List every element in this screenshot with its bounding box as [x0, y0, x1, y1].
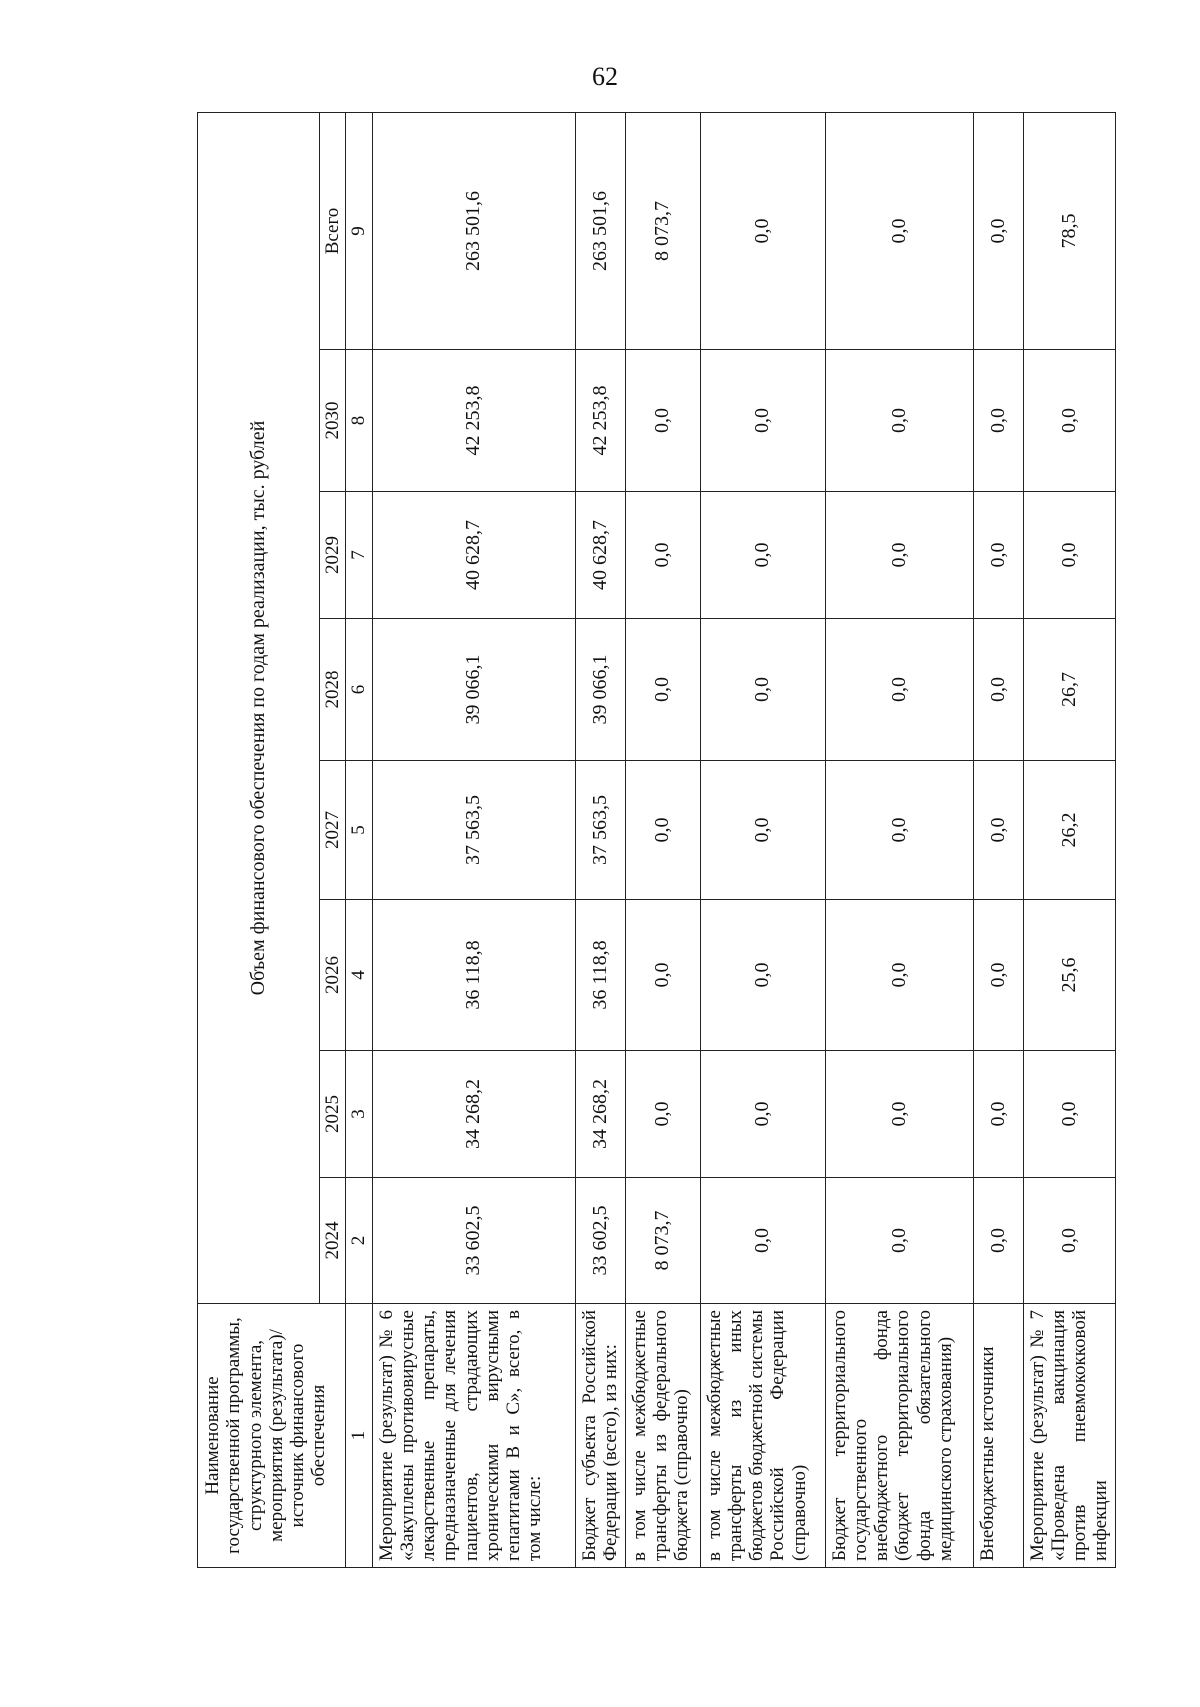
cell-value: 0,0: [825, 619, 973, 761]
cell-value: 0,0: [700, 112, 825, 349]
year-2026: 2026: [320, 900, 346, 1051]
cell-value: 0,0: [973, 1178, 1023, 1304]
year-2027: 2027: [320, 761, 346, 900]
col-number: 2: [346, 1178, 372, 1304]
cell-value: 0,0: [973, 619, 1023, 761]
cell-value: 0,0: [973, 900, 1023, 1051]
cell-value: 42 253,8: [372, 350, 575, 492]
cell-value: 36 118,8: [372, 900, 575, 1051]
col-number: 1: [346, 1304, 372, 1568]
cell-value: 0,0: [825, 350, 973, 492]
cell-value: 34 268,2: [372, 1051, 575, 1178]
cell-value: 0,0: [973, 350, 1023, 492]
cell-value: 0,0: [700, 1178, 825, 1304]
cell-value: 8 073,7: [625, 1178, 700, 1304]
cell-value: 40 628,7: [372, 492, 575, 619]
cell-value: 0,0: [973, 492, 1023, 619]
cell-value: 0,0: [700, 761, 825, 900]
cell-value: 0,0: [625, 761, 700, 900]
cell-value: 25,6: [1023, 900, 1115, 1051]
cell-value: 26,2: [1023, 761, 1115, 900]
row-name: Мероприятие (результат) № 6 «Закуплены противовирусные лекарственные препараты, предназначенные для лечения пациентов, страдающих хроническими вирусными гепатитами В и С», всего, в том числе:: [372, 1304, 575, 1568]
rotated-table-container: [197, 113, 1115, 1568]
table-row: [973, 112, 1023, 1567]
table-row: [575, 112, 625, 1567]
cell-value: 0,0: [700, 492, 825, 619]
row-name: в том числе межбюджетные трансферты из федерального бюджета (справочно): [625, 1304, 700, 1568]
col-number: 8: [346, 350, 372, 492]
year-2030: 2030: [320, 350, 346, 492]
cell-value: 0,0: [973, 1051, 1023, 1178]
cell-value: 0,0: [825, 761, 973, 900]
cell-value: 0,0: [825, 900, 973, 1051]
row-name: Бюджет территориального государственного внебюджетного фонда (бюджет территориального фонда обязательного медицинского страхования): [825, 1304, 973, 1568]
cell-value: 37 563,5: [372, 761, 575, 900]
col-number: 9: [346, 112, 372, 349]
header-row-col-numbers: [346, 112, 372, 1567]
header-row-title: [198, 112, 320, 1567]
cell-value: 0,0: [700, 350, 825, 492]
row-name: Бюджет субъекта Российской Федерации (всего), из них:: [575, 1304, 625, 1568]
year-2029: 2029: [320, 492, 346, 619]
cell-value: 0,0: [825, 492, 973, 619]
header-volume-title: Объем финансового обеспечения по годам реализации, тыс. рублей: [198, 112, 320, 1303]
cell-value: 33 602,5: [372, 1178, 575, 1304]
table-row: [372, 112, 575, 1567]
financing-table: [197, 112, 1116, 1568]
row-name: в том числе межбюджетные трансферты из иных бюджетов бюджетной системы Российской Федерации (справочно): [700, 1304, 825, 1568]
col-number: 7: [346, 492, 372, 619]
cell-value: 0,0: [625, 619, 700, 761]
header-name-column: Наименование государственной программы, структурного элемента, мероприятия (результата)/источник финансового обеспечения: [198, 1304, 346, 1568]
cell-value: 0,0: [625, 350, 700, 492]
cell-value: 0,0: [625, 900, 700, 1051]
year-2024: 2024: [320, 1178, 346, 1304]
col-number: 5: [346, 761, 372, 900]
cell-value: 78,5: [1023, 112, 1115, 349]
table-row: [1023, 112, 1115, 1567]
cell-value: 0,0: [1023, 1051, 1115, 1178]
cell-value: 40 628,7: [575, 492, 625, 619]
cell-value: 26,7: [1023, 619, 1115, 761]
col-number: 6: [346, 619, 372, 761]
cell-value: 39 066,1: [575, 619, 625, 761]
cell-value: 263 501,6: [575, 112, 625, 349]
cell-value: 0,0: [1023, 492, 1115, 619]
cell-value: 34 268,2: [575, 1051, 625, 1178]
year-total: Всего: [320, 112, 346, 349]
cell-value: 0,0: [625, 1051, 700, 1178]
col-number: 4: [346, 900, 372, 1051]
col-number: 3: [346, 1051, 372, 1178]
cell-value: 0,0: [825, 1051, 973, 1178]
cell-value: 0,0: [700, 1051, 825, 1178]
year-2025: 2025: [320, 1051, 346, 1178]
cell-value: 0,0: [1023, 1178, 1115, 1304]
cell-value: 0,0: [700, 900, 825, 1051]
cell-value: 0,0: [973, 112, 1023, 349]
row-name: Мероприятие (результат) № 7 «Проведена вакцинация против пневмококковой инфекции: [1023, 1304, 1115, 1568]
cell-value: 0,0: [973, 761, 1023, 900]
cell-value: 0,0: [825, 1178, 973, 1304]
cell-value: 37 563,5: [575, 761, 625, 900]
cell-value: 42 253,8: [575, 350, 625, 492]
cell-value: 39 066,1: [372, 619, 575, 761]
cell-value: 36 118,8: [575, 900, 625, 1051]
cell-value: 0,0: [700, 619, 825, 761]
cell-value: 8 073,7: [625, 112, 700, 349]
page-number: 62: [592, 62, 618, 91]
cell-value: 33 602,5: [575, 1178, 625, 1304]
cell-value: 263 501,6: [372, 112, 575, 349]
table-row: [625, 112, 700, 1567]
year-2028: 2028: [320, 619, 346, 761]
cell-value: 0,0: [825, 112, 973, 349]
row-name: Внебюджетные источники: [973, 1304, 1023, 1568]
table-row: [700, 112, 825, 1567]
table-row: [825, 112, 973, 1567]
cell-value: 0,0: [1023, 350, 1115, 492]
cell-value: 0,0: [625, 492, 700, 619]
